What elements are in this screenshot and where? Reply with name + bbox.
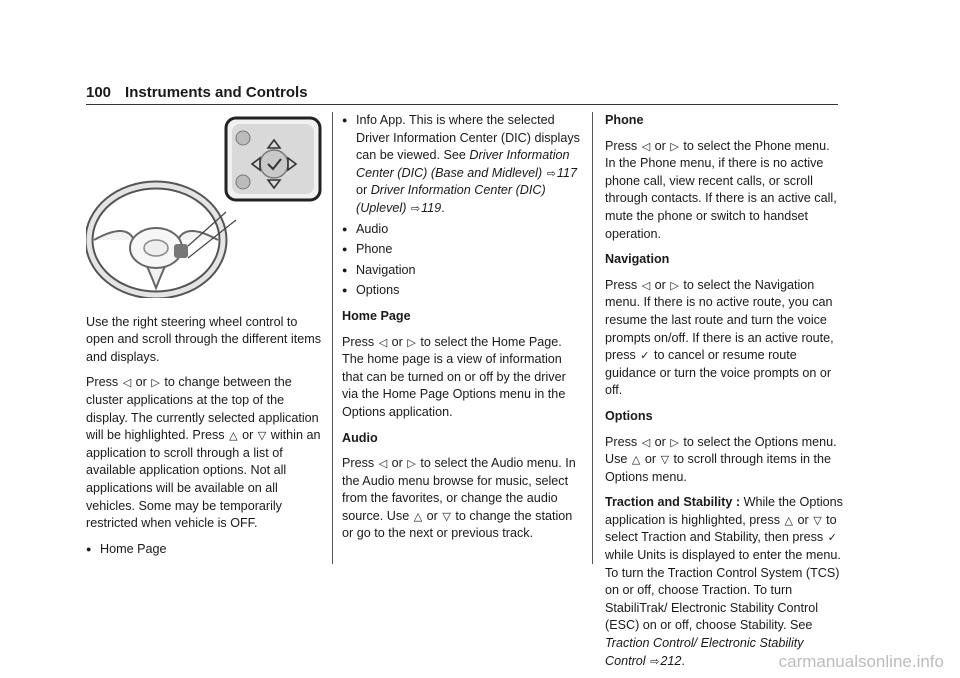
down-arrow-icon: ▽ [813, 513, 822, 527]
traction-stability-label: Traction and Stability : [605, 495, 741, 510]
navigation-menu-paragraph: Press ◁ or ▷ to select the Navigation menu. If there is no active route, you can resume the last route and turn the voice prompts on/off. If there is an active route, press ✓ to cancel or resume route guidance or turn the voice prompts on or off. [605, 277, 834, 398]
right-arrow-icon: ▷ [407, 457, 416, 471]
steering-wheel-illustration [86, 112, 322, 298]
left-arrow-icon: ◁ [641, 435, 651, 449]
up-arrow-icon: △ [229, 429, 238, 443]
left-arrow-icon: ◁ [641, 139, 651, 153]
right-arrow-icon: ▷ [151, 376, 160, 390]
phone-paragraph: Press ◁ or ▷ to select the Phone menu. In the Phone menu, if there is no active phone call, view recent calls, or scroll through contacts. If there is an active call, mute the phone or switch to handset operation. [605, 138, 837, 241]
bullet-options: ● Options [342, 282, 580, 300]
right-arrow-icon: ▷ [670, 139, 679, 153]
down-arrow-icon: ▽ [257, 429, 267, 443]
phone-heading: Phone [605, 113, 644, 127]
traction-control-link[interactable]: Traction Control/ Electronic Stability Control [605, 636, 804, 668]
check-icon: ✓ [827, 531, 837, 545]
down-arrow-icon: ▽ [660, 453, 670, 467]
header-rule [86, 104, 838, 105]
traction-stability-paragraph: Traction and Stability : While the Options application is highlighted, press △ or ▽ to select Traction and Stability, then press ✓ while Units is displayed to enter the menu. To turn the Traction Control System (TCS) on or off, choose Traction. To turn StabiliTrak/ Electronic Stability Control (ESC) on or off, choose Stability. See Traction Control/ Electronic Stability Control ⇨212. [605, 495, 843, 668]
check-icon: ✓ [640, 349, 650, 363]
column-divider-1 [332, 112, 333, 564]
page-ref-117[interactable]: 117 [556, 165, 577, 180]
bullet-home-page: ● Home Page [86, 541, 322, 559]
column-divider-2 [592, 112, 593, 564]
audio-paragraph: Press ◁ or ▷ to select the Audio menu. In the Audio menu browse for music, select from the favorites, or change the audio source. Use △ or ▽ to change the station or go to the next or previous track. [342, 456, 576, 541]
left-arrow-icon: ◁ [378, 457, 388, 471]
page-ref-119[interactable]: 119 [421, 200, 442, 215]
page-number: 100 [86, 84, 112, 101]
up-arrow-icon: △ [784, 513, 793, 527]
up-arrow-icon: △ [631, 453, 641, 467]
dic-uplevel-link[interactable]: Driver Information Center (DIC) (Uplevel) [356, 183, 546, 215]
bullet-audio: ● Audio [342, 221, 580, 239]
home-page-heading: Home Page [342, 308, 411, 323]
options-heading: Options [605, 408, 653, 423]
left-arrow-icon: ◁ [122, 376, 132, 390]
navigation-heading: Navigation [605, 252, 670, 267]
right-arrow-icon: ▷ [670, 435, 679, 449]
column-1 [86, 112, 322, 561]
watermark: carmanualsonline.info [778, 652, 944, 671]
column-2 [342, 112, 580, 551]
up-arrow-icon: △ [413, 509, 423, 523]
page-ref-212[interactable]: 212 [660, 653, 682, 668]
intro-paragraph: Use the right steering wheel control to open and scroll through the different items and displays. [86, 314, 321, 364]
column-3 [605, 112, 843, 678]
down-arrow-icon: ▽ [442, 509, 451, 523]
page-ref-icon: ⇨ [410, 201, 421, 215]
dic-base-link[interactable]: Driver Information Center (DIC) (Base and Midlevel) [356, 148, 570, 180]
page-header [86, 84, 308, 101]
bullet-phone: ● Phone [342, 241, 580, 259]
bullet-info-app: ● Info App. This is where the selected Driver Information Center (DIC) displays can be viewed. See Driver Information Center (DIC) (Base and Midlevel) ⇨117 or Driver Information Center (DIC) (Uplevel) ⇨119. [342, 112, 580, 218]
navigation-paragraph: Press ◁ or ▷ to change between the cluster applications at the top of the display. The currently selected application will be highlighted. Press △ or ▽ within an application to scroll through a list of available application options. Not all applications will be available on all vehicles. Some may be temporarily restricted when vehicle is OFF. [86, 375, 321, 531]
audio-heading: Audio [342, 430, 378, 445]
section-title: Instruments and Controls [125, 84, 308, 101]
page-ref-icon: ⇨ [650, 654, 660, 668]
left-arrow-icon: ◁ [641, 278, 651, 292]
right-arrow-icon: ▷ [407, 335, 416, 349]
options-paragraph: Press ◁ or ▷ to select the Options menu. Use △ or ▽ to scroll through items in the Options menu. [605, 434, 837, 484]
page-ref-icon: ⇨ [546, 166, 556, 180]
home-page-paragraph: Press ◁ or ▷ to select the Home Page. The home page is a view of information that can be turned on or off by the driver via the Home Page Options menu in the Options application. [342, 334, 566, 419]
left-arrow-icon: ◁ [378, 335, 388, 349]
bullet-navigation: ● Navigation [342, 262, 580, 280]
right-arrow-icon: ▷ [670, 278, 679, 292]
